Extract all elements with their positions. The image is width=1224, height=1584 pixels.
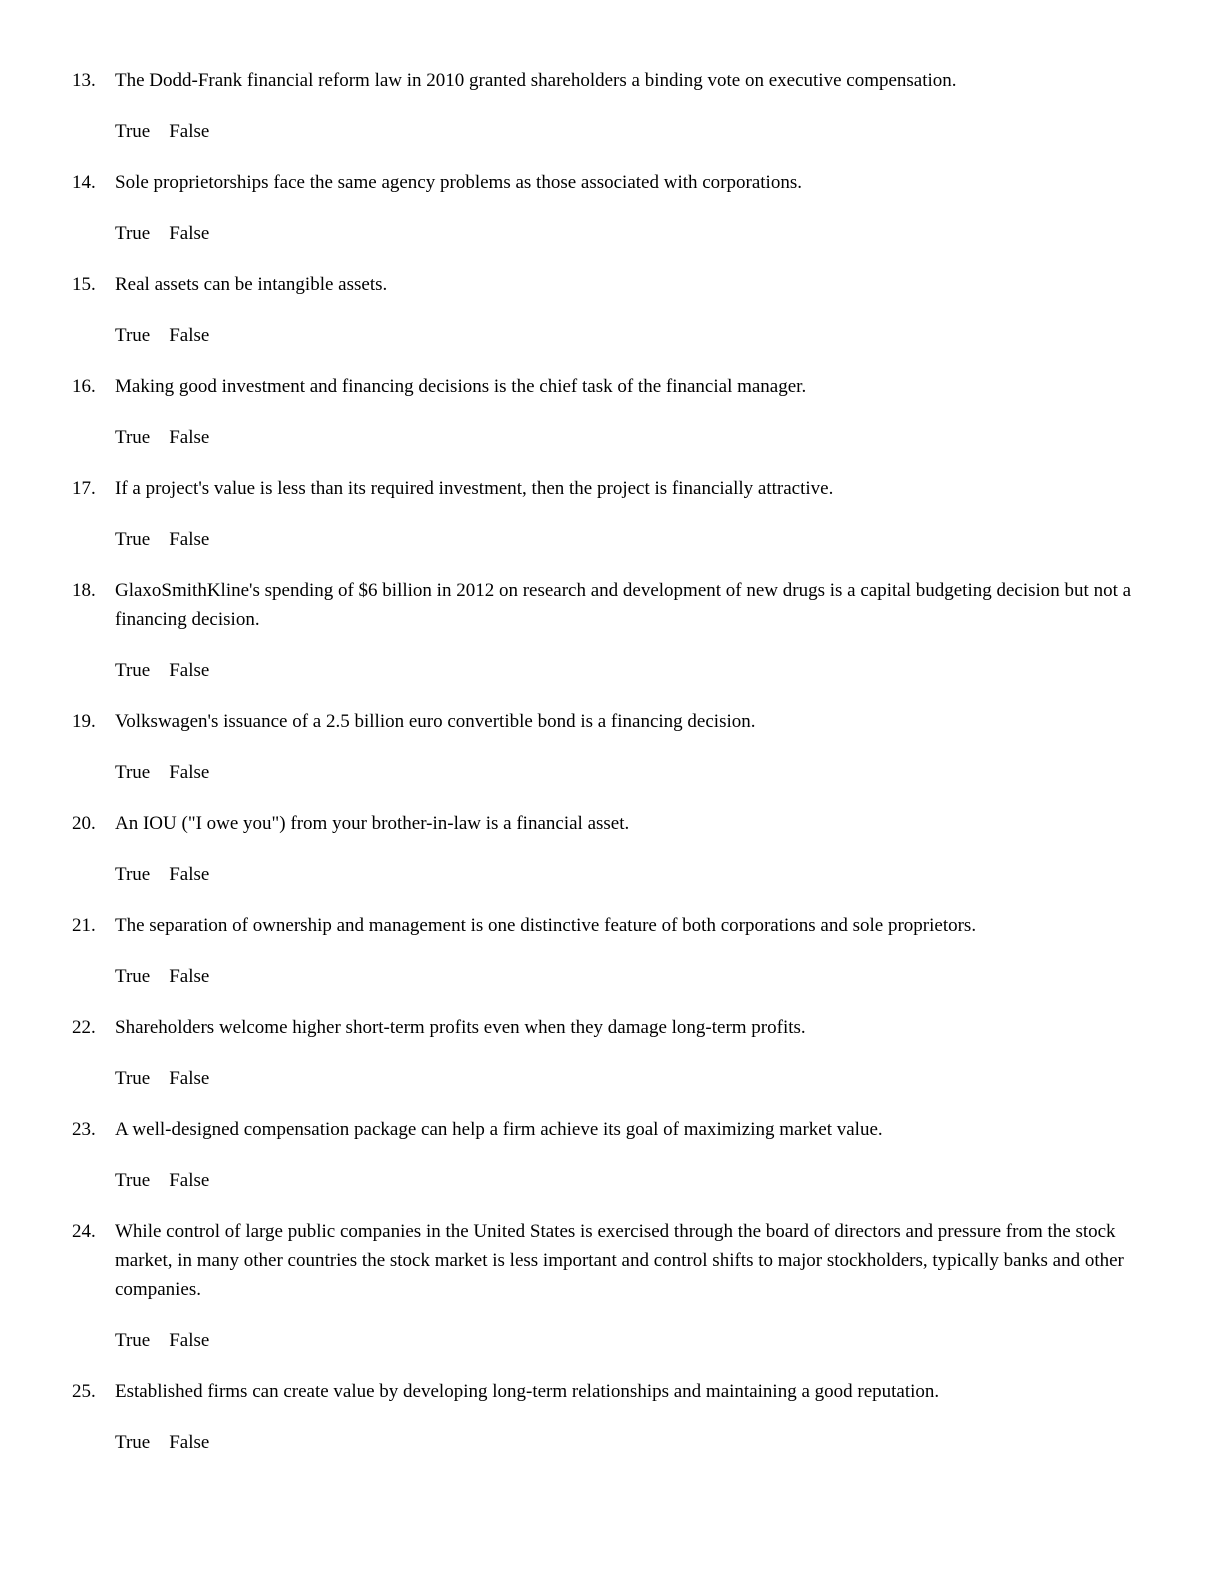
question-text: Volkswagen's issuance of a 2.5 billion euro convertible bond is a financing decision. xyxy=(115,711,756,732)
false-option[interactable]: False xyxy=(169,223,210,244)
true-option[interactable]: True xyxy=(115,1170,151,1191)
answer-options xyxy=(115,525,1224,554)
true-option[interactable]: True xyxy=(115,1432,151,1453)
question-number: 16. xyxy=(72,376,96,397)
answer-options xyxy=(115,962,1224,991)
question-text: Making good investment and financing decisions is the chief task of the financial manager. xyxy=(115,376,807,397)
answer-options xyxy=(115,1166,1224,1195)
false-option[interactable]: False xyxy=(169,1068,210,1089)
true-option[interactable]: True xyxy=(115,1068,151,1089)
answer-options xyxy=(115,219,1224,248)
question-number: 20. xyxy=(72,813,96,834)
true-option[interactable]: True xyxy=(115,1330,151,1351)
true-option[interactable]: True xyxy=(115,762,151,783)
question-number: 25. xyxy=(72,1381,96,1402)
true-option[interactable]: True xyxy=(115,223,151,244)
question-item xyxy=(72,474,1224,554)
question-number: 14. xyxy=(72,172,96,193)
true-option[interactable]: True xyxy=(115,529,151,550)
false-option[interactable]: False xyxy=(169,121,210,142)
question-item xyxy=(72,1217,1224,1355)
question-number: 24. xyxy=(72,1221,96,1242)
question-text: GlaxoSmithKline's spending of $6 billion in 2012 on research and development of new drugs is a capital budgeting decision but not a financing decision. xyxy=(115,580,1132,630)
question-item xyxy=(72,168,1224,248)
true-option[interactable]: True xyxy=(115,325,151,346)
true-option[interactable]: True xyxy=(115,660,151,681)
true-option[interactable]: True xyxy=(115,864,151,885)
question-text: Shareholders welcome higher short-term profits even when they damage long-term profits. xyxy=(115,1017,806,1038)
question-item xyxy=(72,911,1224,991)
false-option[interactable]: False xyxy=(169,660,210,681)
question-number: 18. xyxy=(72,580,96,601)
answer-options xyxy=(115,321,1224,350)
question-text: The separation of ownership and management is one distinctive feature of both corporations and sole proprietors. xyxy=(115,915,977,936)
true-option[interactable]: True xyxy=(115,966,151,987)
false-option[interactable]: False xyxy=(169,1330,210,1351)
question-item xyxy=(72,1013,1224,1093)
false-option[interactable]: False xyxy=(169,762,210,783)
question-number: 22. xyxy=(72,1017,96,1038)
answer-options xyxy=(115,1326,1224,1355)
answer-options xyxy=(115,1428,1224,1457)
question-number: 13. xyxy=(72,70,96,91)
question-item xyxy=(72,372,1224,452)
false-option[interactable]: False xyxy=(169,966,210,987)
answer-options xyxy=(115,656,1224,685)
question-item xyxy=(72,576,1224,685)
false-option[interactable]: False xyxy=(169,529,210,550)
false-option[interactable]: False xyxy=(169,325,210,346)
question-text: The Dodd-Frank financial reform law in 2010 granted shareholders a binding vote on executive compensation. xyxy=(115,70,957,91)
question-text: Sole proprietorships face the same agency problems as those associated with corporations. xyxy=(115,172,802,193)
question-number: 17. xyxy=(72,478,96,499)
question-text: An IOU ("I owe you") from your brother-in-law is a financial asset. xyxy=(115,813,630,834)
question-text: A well-designed compensation package can help a firm achieve its goal of maximizing market value. xyxy=(115,1119,883,1140)
question-item xyxy=(72,1115,1224,1195)
question-text: While control of large public companies in the United States is exercised through the board of directors and pressure from the stock market, in many other countries the stock market is less important and control shifts to major stockholders, typically banks and other companies. xyxy=(115,1221,1124,1300)
question-number: 19. xyxy=(72,711,96,732)
answer-options xyxy=(115,860,1224,889)
true-option[interactable]: True xyxy=(115,121,151,142)
question-item xyxy=(72,1377,1224,1457)
false-option[interactable]: False xyxy=(169,427,210,448)
question-item xyxy=(72,809,1224,889)
true-option[interactable]: True xyxy=(115,427,151,448)
answer-options xyxy=(115,117,1224,146)
question-item xyxy=(72,270,1224,350)
false-option[interactable]: False xyxy=(169,864,210,885)
false-option[interactable]: False xyxy=(169,1170,210,1191)
answer-options xyxy=(115,758,1224,787)
question-number: 23. xyxy=(72,1119,96,1140)
question-text: Established firms can create value by developing long-term relationships and maintaining a good reputation. xyxy=(115,1381,940,1402)
false-option[interactable]: False xyxy=(169,1432,210,1453)
answer-options xyxy=(115,423,1224,452)
answer-options xyxy=(115,1064,1224,1093)
question-text: If a project's value is less than its required investment, then the project is financially attractive. xyxy=(115,478,834,499)
question-number: 15. xyxy=(72,274,96,295)
question-text: Real assets can be intangible assets. xyxy=(115,274,388,295)
question-item xyxy=(72,66,1224,146)
question-number: 21. xyxy=(72,915,96,936)
question-item xyxy=(72,707,1224,787)
